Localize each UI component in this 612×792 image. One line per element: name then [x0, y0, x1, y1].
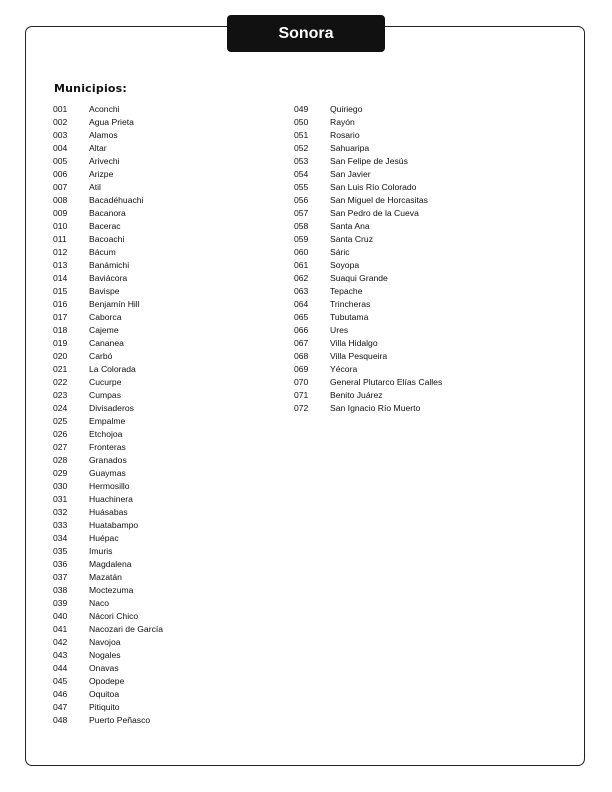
municipio-code: 049 — [294, 104, 309, 114]
list-item — [53, 363, 163, 376]
municipio-code: 026 — [53, 429, 68, 439]
municipio-code: 042 — [53, 637, 68, 647]
municipios-list-left — [53, 103, 163, 727]
municipio-code: 053 — [294, 156, 309, 166]
list-item — [294, 324, 442, 337]
state-title-tab — [227, 15, 385, 52]
municipio-name: Bacerac — [89, 221, 121, 231]
municipio-name: San Felipe de Jesús — [330, 156, 408, 166]
list-item — [53, 662, 163, 675]
municipio-code: 027 — [53, 442, 68, 452]
municipio-code: 031 — [53, 494, 68, 504]
municipio-code: 034 — [53, 533, 68, 543]
municipio-code: 066 — [294, 325, 309, 335]
municipio-name: Santa Cruz — [330, 234, 373, 244]
municipio-code: 023 — [53, 390, 68, 400]
municipio-name: Puerto Peñasco — [89, 715, 151, 725]
municipio-name: Nácori Chico — [89, 611, 139, 621]
list-item — [53, 376, 163, 389]
list-item — [294, 233, 442, 246]
municipio-name: Moctezuma — [89, 585, 134, 595]
municipio-name: Quiriego — [330, 104, 363, 114]
municipio-name: Cajeme — [89, 325, 119, 335]
list-item — [53, 220, 163, 233]
list-item — [294, 337, 442, 350]
municipio-name: Rosario — [330, 130, 360, 140]
municipio-code: 072 — [294, 403, 309, 413]
municipio-name: Baviácora — [89, 273, 128, 283]
municipio-code: 035 — [53, 546, 68, 556]
list-item — [294, 246, 442, 259]
municipio-code: 041 — [53, 624, 68, 634]
list-item — [294, 285, 442, 298]
list-item — [53, 259, 163, 272]
list-item — [53, 233, 163, 246]
municipio-code: 036 — [53, 559, 68, 569]
municipio-code: 071 — [294, 390, 309, 400]
municipio-code: 037 — [53, 572, 68, 582]
list-item — [53, 441, 163, 454]
list-item — [53, 467, 163, 480]
municipio-name: Arivechi — [89, 156, 120, 166]
list-item — [53, 571, 163, 584]
municipio-name: Empalme — [89, 416, 126, 426]
list-item — [53, 116, 163, 129]
list-item — [53, 649, 163, 662]
municipio-name: Bacadéhuachi — [89, 195, 144, 205]
list-item — [53, 337, 163, 350]
municipio-code: 054 — [294, 169, 309, 179]
municipio-name: Sahuaripa — [330, 143, 370, 153]
list-item — [53, 532, 163, 545]
municipio-name: Villa Pesqueira — [330, 351, 388, 361]
municipio-code: 013 — [53, 260, 68, 270]
municipio-name: Sáric — [330, 247, 350, 257]
municipio-name: Trincheras — [330, 299, 371, 309]
municipio-name: Atil — [89, 182, 101, 192]
municipio-code: 016 — [53, 299, 68, 309]
municipio-name: Caborca — [89, 312, 122, 322]
list-item — [53, 519, 163, 532]
municipio-name: Imuris — [89, 546, 113, 556]
list-item — [53, 493, 163, 506]
list-item — [53, 714, 163, 727]
municipio-name: San Luis Río Colorado — [330, 182, 417, 192]
municipio-name: Bacanora — [89, 208, 126, 218]
list-item — [53, 285, 163, 298]
municipio-code: 050 — [294, 117, 309, 127]
municipio-name: Granados — [89, 455, 127, 465]
list-item — [53, 610, 163, 623]
municipio-name: Cucurpe — [89, 377, 122, 387]
list-item — [294, 363, 442, 376]
list-item — [294, 168, 442, 181]
municipios-list-right — [294, 103, 442, 415]
section-heading: Municipios: — [54, 82, 128, 95]
list-item — [53, 350, 163, 363]
municipio-code: 058 — [294, 221, 309, 231]
municipio-name: Bavispe — [89, 286, 120, 296]
municipio-code: 065 — [294, 312, 309, 322]
municipio-code: 045 — [53, 676, 68, 686]
municipio-name: San Ignacio Río Muerto — [330, 403, 421, 413]
municipio-code: 069 — [294, 364, 309, 374]
municipio-code: 009 — [53, 208, 68, 218]
municipio-code: 039 — [53, 598, 68, 608]
list-item — [53, 298, 163, 311]
list-item — [53, 623, 163, 636]
municipio-code: 043 — [53, 650, 68, 660]
municipio-name: Onavas — [89, 663, 119, 673]
municipio-name: Nogales — [89, 650, 121, 660]
municipio-code: 062 — [294, 273, 309, 283]
list-item — [53, 480, 163, 493]
list-item — [294, 389, 442, 402]
municipio-code: 030 — [53, 481, 68, 491]
municipio-code: 059 — [294, 234, 309, 244]
list-item — [53, 415, 163, 428]
list-item — [294, 142, 442, 155]
municipio-code: 051 — [294, 130, 309, 140]
municipio-name: Alamos — [89, 130, 118, 140]
municipio-name: Santa Ana — [330, 221, 370, 231]
list-item — [53, 688, 163, 701]
list-item — [294, 259, 442, 272]
municipio-name: Yécora — [330, 364, 358, 374]
municipio-name: Bacoachi — [89, 234, 125, 244]
municipio-code: 033 — [53, 520, 68, 530]
municipio-name: Nacozari de García — [89, 624, 164, 634]
municipio-code: 003 — [53, 130, 68, 140]
municipio-name: Huásabas — [89, 507, 128, 517]
municipio-code: 008 — [53, 195, 68, 205]
municipio-name: Pitiquito — [89, 702, 120, 712]
municipio-code: 004 — [53, 143, 68, 153]
municipio-name: Benito Juárez — [330, 390, 383, 400]
municipio-name: Rayón — [330, 117, 355, 127]
list-item — [294, 129, 442, 142]
municipio-code: 047 — [53, 702, 68, 712]
municipio-name: Guaymas — [89, 468, 126, 478]
list-item — [294, 207, 442, 220]
list-item — [53, 142, 163, 155]
municipio-name: Huatabampo — [89, 520, 139, 530]
municipio-code: 015 — [53, 286, 68, 296]
municipio-code: 063 — [294, 286, 309, 296]
municipio-code: 022 — [53, 377, 68, 387]
municipio-name: Divisaderos — [89, 403, 134, 413]
municipio-code: 057 — [294, 208, 309, 218]
municipio-code: 001 — [53, 104, 68, 114]
municipio-name: Ures — [330, 325, 349, 335]
list-item — [294, 298, 442, 311]
list-item — [53, 155, 163, 168]
municipio-code: 068 — [294, 351, 309, 361]
municipio-name: Etchojoa — [89, 429, 123, 439]
list-item — [53, 194, 163, 207]
municipio-name: Tepache — [330, 286, 363, 296]
municipio-name: Benjamín Hill — [89, 299, 140, 309]
municipio-code: 044 — [53, 663, 68, 673]
municipio-name: Naco — [89, 598, 110, 608]
municipio-name: Agua Prieta — [89, 117, 134, 127]
municipio-name: Altar — [89, 143, 107, 153]
list-item — [294, 155, 442, 168]
municipio-name: Tubutama — [330, 312, 369, 322]
list-item — [53, 675, 163, 688]
list-item — [53, 558, 163, 571]
municipio-name: Bácum — [89, 247, 116, 257]
municipio-name: Soyopa — [330, 260, 360, 270]
list-item — [294, 350, 442, 363]
municipio-name: Huépac — [89, 533, 119, 543]
municipio-code: 018 — [53, 325, 68, 335]
municipio-code: 028 — [53, 455, 68, 465]
municipio-code: 038 — [53, 585, 68, 595]
municipio-code: 014 — [53, 273, 68, 283]
municipio-name: Cumpas — [89, 390, 121, 400]
list-item — [294, 194, 442, 207]
list-item — [53, 103, 163, 116]
municipio-name: Aconchi — [89, 104, 120, 114]
municipio-code: 029 — [53, 468, 68, 478]
municipio-name: Fronteras — [89, 442, 126, 452]
municipio-name: Banámichi — [89, 260, 130, 270]
municipio-name: Arizpe — [89, 169, 114, 179]
municipio-code: 064 — [294, 299, 309, 309]
municipio-code: 021 — [53, 364, 68, 374]
list-item — [53, 636, 163, 649]
municipio-code: 005 — [53, 156, 68, 166]
list-item — [53, 311, 163, 324]
list-item — [294, 402, 442, 415]
list-item — [294, 220, 442, 233]
list-item — [53, 246, 163, 259]
municipio-code: 061 — [294, 260, 309, 270]
municipio-name: La Colorada — [89, 364, 136, 374]
list-item — [294, 181, 442, 194]
list-item — [294, 116, 442, 129]
list-item — [53, 168, 163, 181]
municipio-code: 040 — [53, 611, 68, 621]
municipio-code: 067 — [294, 338, 309, 348]
municipio-name: Hermosillo — [89, 481, 130, 491]
municipio-name: Huachinera — [89, 494, 133, 504]
municipio-name: Carbó — [89, 351, 113, 361]
municipio-name: San Miguel de Horcasitas — [330, 195, 428, 205]
municipio-name: San Javier — [330, 169, 371, 179]
list-item — [53, 584, 163, 597]
list-item — [53, 272, 163, 285]
list-item — [53, 389, 163, 402]
municipio-name: Opodepe — [89, 676, 125, 686]
list-item — [53, 324, 163, 337]
list-item — [294, 311, 442, 324]
municipio-code: 025 — [53, 416, 68, 426]
list-item — [53, 454, 163, 467]
municipio-code: 060 — [294, 247, 309, 257]
list-item — [53, 129, 163, 142]
municipio-code: 011 — [53, 234, 67, 244]
list-item — [53, 428, 163, 441]
municipio-code: 012 — [53, 247, 68, 257]
municipio-code: 002 — [53, 117, 68, 127]
municipio-name: Magdalena — [89, 559, 132, 569]
list-item — [294, 103, 442, 116]
municipio-code: 007 — [53, 182, 68, 192]
municipio-name: General Plutarco Elías Calles — [330, 377, 443, 387]
list-item — [53, 701, 163, 714]
list-item — [53, 545, 163, 558]
municipio-code: 017 — [53, 312, 68, 322]
list-item — [53, 506, 163, 519]
municipio-code: 006 — [53, 169, 68, 179]
municipio-code: 052 — [294, 143, 309, 153]
municipio-name: Villa Hidalgo — [330, 338, 378, 348]
municipio-code: 024 — [53, 403, 68, 413]
municipio-code: 056 — [294, 195, 309, 205]
page-title: Sonora — [278, 24, 334, 42]
municipio-code: 046 — [53, 689, 68, 699]
municipio-name: Suaqui Grande — [330, 273, 388, 283]
municipio-code: 010 — [53, 221, 68, 231]
list-item — [294, 272, 442, 285]
municipio-code: 032 — [53, 507, 68, 517]
list-item — [294, 376, 442, 389]
municipio-name: Oquitoa — [89, 689, 120, 699]
municipio-code: 048 — [53, 715, 68, 725]
municipio-name: Navojoa — [89, 637, 121, 647]
list-item — [53, 597, 163, 610]
municipio-code: 019 — [53, 338, 68, 348]
list-item — [53, 207, 163, 220]
municipio-name: Mazatán — [89, 572, 122, 582]
municipio-code: 055 — [294, 182, 309, 192]
list-item — [53, 402, 163, 415]
list-item — [53, 181, 163, 194]
municipio-name: Cananea — [89, 338, 124, 348]
municipio-code: 020 — [53, 351, 68, 361]
municipio-code: 070 — [294, 377, 309, 387]
municipio-name: San Pedro de la Cueva — [330, 208, 419, 218]
